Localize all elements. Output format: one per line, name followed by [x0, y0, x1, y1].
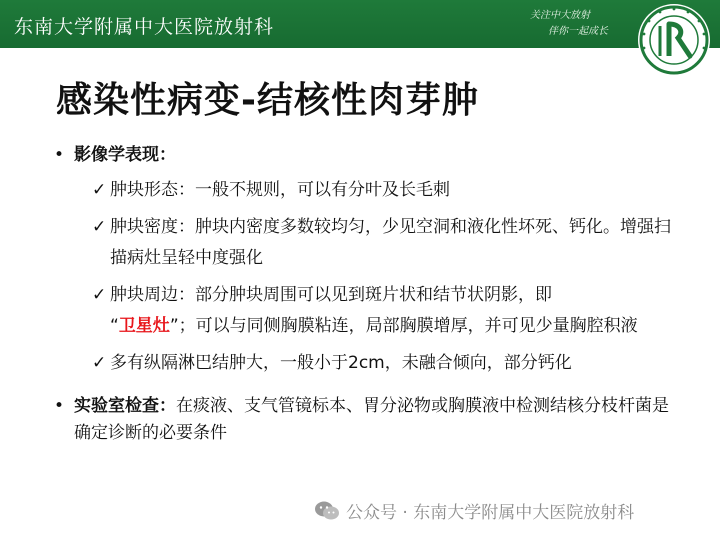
list-item-text: 肿块形态：一般不规则，可以有分叶及长毛刺 [110, 180, 450, 200]
watermark [314, 498, 634, 523]
hospital-logo-icon [636, 2, 712, 78]
satellite-lesion-highlight: 卫星灶 [118, 316, 170, 336]
bullet-dot: • [54, 145, 65, 165]
bullet-imaging-label: 影像学表现： [74, 145, 176, 165]
list-item [92, 348, 684, 379]
slide-title: 感染性病变-结核性肉芽肿 [56, 80, 479, 121]
list-item-text: 肿块周边：部分肿块周围可以见到斑片状和结节状阴影，即 “卫星灶”；可以与同侧胸膜粘连，局部胸膜增厚，并可见少量胸腔积液 [110, 285, 638, 336]
check-icon: ✓ [92, 180, 107, 200]
check-icon: ✓ [92, 217, 107, 237]
watermark-text: 公众号 · 东南大学附属中大医院放射科 [346, 503, 635, 523]
slide-content [54, 142, 684, 447]
header-title: 东南大学附属中大医院放射科 [14, 16, 275, 38]
bullet-lab-text: 实验室检查：在痰液、支气管镜标本、胃分泌物或胸膜液中检测结核分枝杆菌是确定诊断的必要条件 [74, 396, 669, 443]
slogan [530, 8, 608, 40]
header-bar [0, 0, 720, 48]
check-icon: ✓ [92, 353, 107, 373]
slogan-line1: 关注中大放射 [530, 10, 590, 21]
bullet-lab [54, 393, 684, 447]
list-item [92, 175, 684, 206]
check-icon: ✓ [92, 285, 107, 305]
wechat-icon [314, 500, 340, 522]
bullet-imaging [54, 142, 684, 169]
list-item [92, 280, 684, 342]
list-item [92, 212, 684, 274]
bullet-dot: • [54, 396, 65, 416]
list-item-text: 多有纵隔淋巴结肿大，一般小于2cm，未融合倾向，部分钙化 [110, 353, 572, 373]
slogan-line2: 伴你一起成长 [548, 26, 608, 37]
list-item-text: 肿块密度：肿块内密度多数较均匀，少见空洞和液化性坏死、钙化。增强扫描病灶呈轻中度强化 [110, 217, 671, 268]
